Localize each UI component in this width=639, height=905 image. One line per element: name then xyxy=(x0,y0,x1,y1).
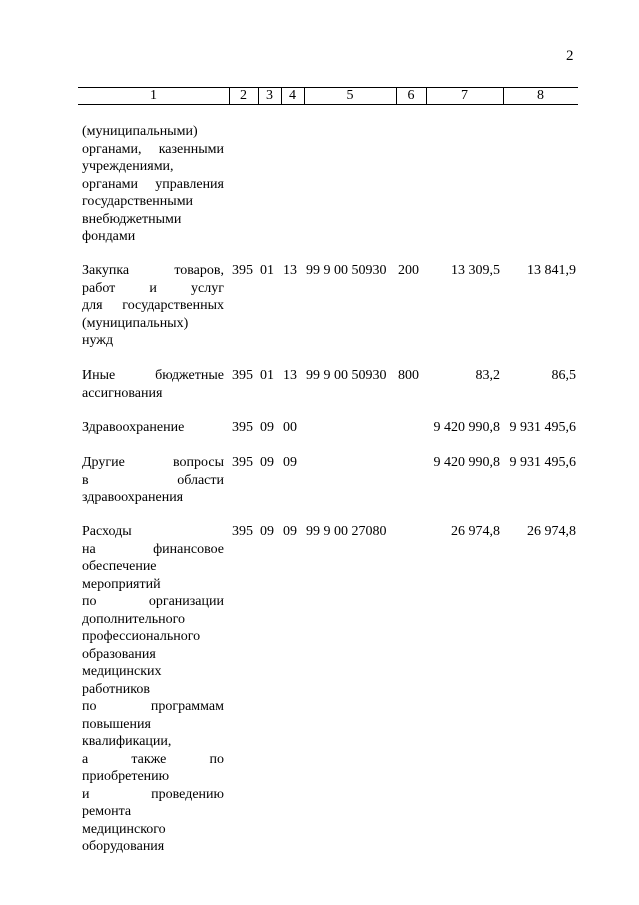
row-name-line: профессионального xyxy=(82,629,201,644)
page-number: 2 xyxy=(566,48,574,64)
code-section: 09 xyxy=(260,420,274,435)
header-col-6: 6 xyxy=(407,88,415,103)
row-name-line: Закупка товаров, xyxy=(82,263,224,278)
code-subsection: 00 xyxy=(283,420,297,435)
code-section: 01 xyxy=(260,263,274,278)
header-col-4: 4 xyxy=(289,88,296,103)
code-target: 99 9 00 27080 xyxy=(306,524,387,539)
header-bottom-rule xyxy=(78,104,578,105)
row-name-line: приобретению xyxy=(82,769,170,784)
row-name-line: в области xyxy=(82,472,224,488)
row-name-line: оборудования xyxy=(82,839,165,854)
row-name-line: фондами xyxy=(82,229,136,244)
amount-year-2: 9 931 495,6 xyxy=(509,455,576,470)
header-col-5: 5 xyxy=(346,88,354,103)
amount-year-1: 83,2 xyxy=(475,368,500,383)
code-section: 09 xyxy=(260,455,274,470)
header-col-2: 2 xyxy=(240,88,247,103)
row-name-line: (муниципальными) xyxy=(82,124,198,139)
row-name-line: а также по xyxy=(82,751,224,767)
code-subsection: 09 xyxy=(283,524,297,539)
amount-year-2: 86,5 xyxy=(551,368,576,383)
code-section: 01 xyxy=(260,368,274,383)
code-target: 99 9 00 50930 xyxy=(306,263,387,278)
row-name-line: Другие вопросы xyxy=(82,455,224,470)
row-name-line: квалификации, xyxy=(82,734,172,749)
row-name-line: работников xyxy=(82,681,150,697)
row-name-line: дополнительного xyxy=(82,611,185,627)
row-name-line: здравоохранения xyxy=(82,490,184,505)
amount-year-1: 9 420 990,8 xyxy=(433,420,500,435)
amount-year-1: 9 420 990,8 xyxy=(433,455,500,470)
amount-year-1: 13 309,5 xyxy=(451,263,500,278)
code-section: 09 xyxy=(260,524,274,539)
header-col-7: 7 xyxy=(461,88,468,103)
row-name xyxy=(82,262,224,350)
row-name xyxy=(82,454,224,507)
row-name-line: для государственных xyxy=(82,298,224,313)
row-name xyxy=(82,419,224,437)
code-expense-type: 800 xyxy=(398,368,419,383)
row-name-line: Иные бюджетные xyxy=(82,368,224,383)
code-admin: 395 xyxy=(232,368,253,383)
code-expense-type: 200 xyxy=(398,263,419,278)
row-name-line: работ и услуг xyxy=(82,280,224,296)
row-name-line: по программам xyxy=(82,699,224,714)
code-admin: 395 xyxy=(232,524,253,539)
amount-year-1: 26 974,8 xyxy=(451,524,500,539)
row-name-line: и проведению xyxy=(82,786,224,802)
header-col-3: 3 xyxy=(266,88,273,103)
row-name-line: государственными xyxy=(82,194,194,209)
row-name-line: органами, казенными xyxy=(82,141,224,157)
row-name-line: учреждениями, xyxy=(82,159,174,174)
row-name-line: нужд xyxy=(82,333,114,348)
row-name-line: повышения xyxy=(82,716,151,732)
row-name-line: образования xyxy=(82,646,156,662)
row-name-line: внебюджетными xyxy=(82,211,182,227)
code-subsection: 13 xyxy=(283,368,297,383)
row-name-line: по организации xyxy=(82,594,224,609)
code-admin: 395 xyxy=(232,263,253,278)
code-target: 99 9 00 50930 xyxy=(306,368,387,383)
row-name-line: на финансовое xyxy=(82,541,224,557)
row-name-line: медицинского xyxy=(82,821,166,837)
row-name-line: медицинских xyxy=(82,664,162,679)
row-name-line: мероприятий xyxy=(82,576,161,592)
row-name xyxy=(82,367,224,402)
code-subsection: 13 xyxy=(283,263,297,278)
row-name xyxy=(82,123,224,246)
row-name-line: Расходы xyxy=(82,524,132,539)
row-name-line: ремонта xyxy=(82,804,132,819)
row-name xyxy=(82,523,224,856)
row-name-line: органами управления xyxy=(82,176,224,192)
header-col-8: 8 xyxy=(537,88,544,103)
row-name-line: (муниципальных) xyxy=(82,315,189,331)
header-col-1: 1 xyxy=(150,88,157,103)
code-admin: 395 xyxy=(232,420,253,435)
row-name-line: ассигнования xyxy=(82,385,163,401)
code-subsection: 09 xyxy=(283,455,297,470)
row-name-line: обеспечение xyxy=(82,559,157,574)
amount-year-2: 26 974,8 xyxy=(527,524,576,539)
amount-year-2: 13 841,9 xyxy=(527,263,576,278)
code-admin: 395 xyxy=(232,455,253,470)
amount-year-2: 9 931 495,6 xyxy=(509,420,576,435)
row-name-line: Здравоохранение xyxy=(82,420,185,435)
